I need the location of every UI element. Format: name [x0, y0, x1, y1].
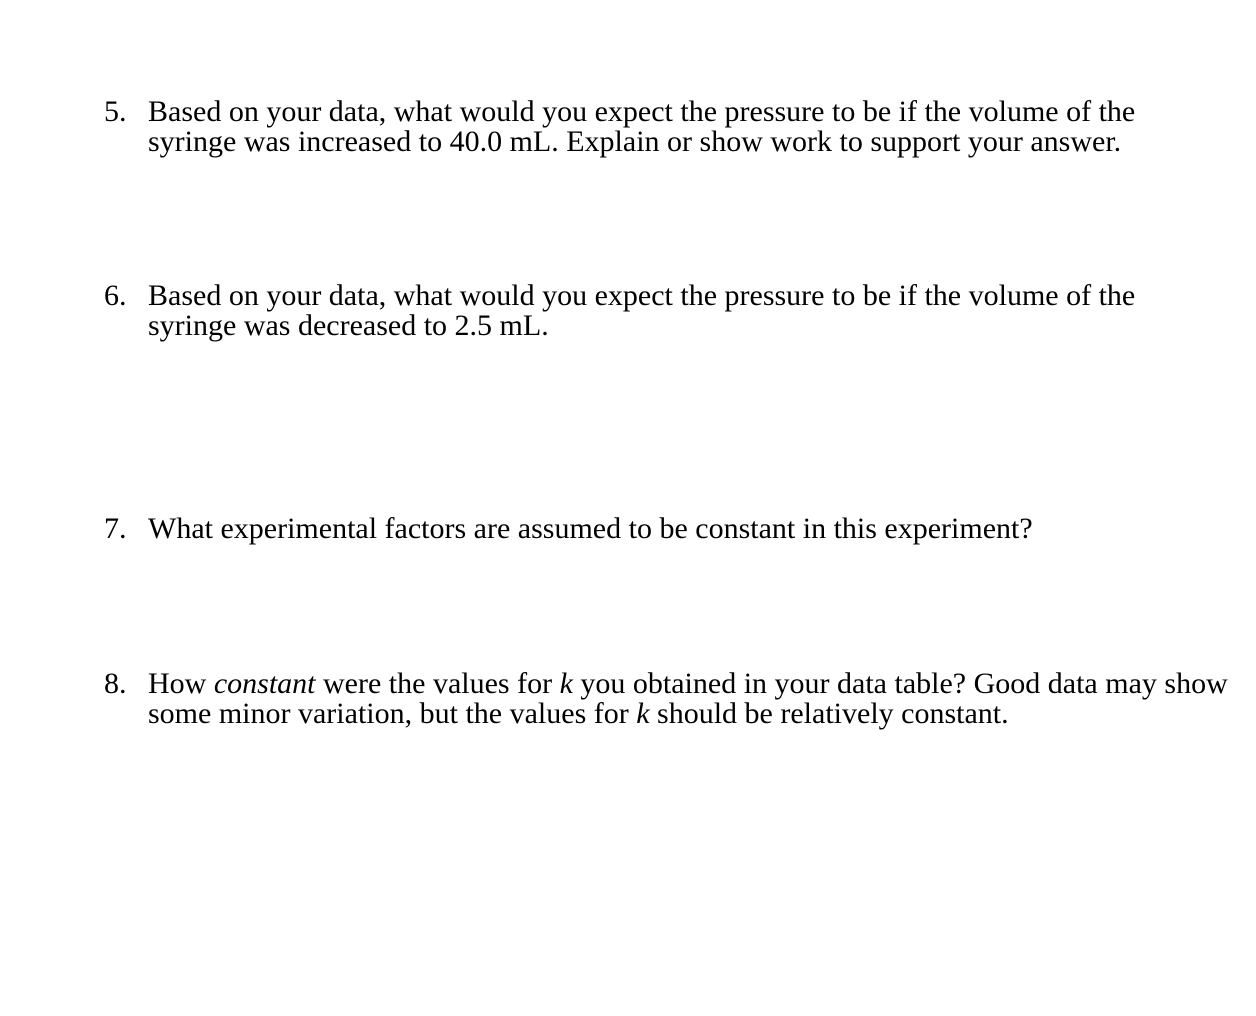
text-segment: should be relatively constant. — [649, 697, 1009, 730]
text-segment: were the values for — [315, 667, 560, 700]
question-text — [148, 97, 1224, 157]
question-5 — [104, 97, 1224, 157]
question-line: syringe was decreased to 2.5 mL. — [148, 309, 549, 342]
text-segment: How — [148, 667, 214, 700]
question-number: 8. — [104, 667, 127, 700]
question-line: What experimental factors are assumed to be constant in this experiment? — [148, 512, 1033, 545]
question-7 — [104, 514, 1224, 544]
question-number: 6. — [104, 279, 127, 312]
question-text — [148, 514, 1224, 544]
question-number: 7. — [104, 512, 127, 545]
variable-k: k — [559, 667, 573, 700]
question-line: syringe was increased to 40.0 mL. Explain or show work to support your answer. — [148, 125, 1122, 158]
emphasis-constant: constant — [213, 667, 316, 700]
question-line: Based on your data, what would you expect the pressure to be if the volume of the — [148, 279, 1136, 312]
variable-k: k — [636, 697, 650, 730]
question-text — [148, 667, 1228, 730]
question-line — [148, 667, 1228, 700]
question-number: 5. — [104, 95, 127, 128]
text-segment: some minor variation, but the values for — [148, 697, 637, 730]
question-8 — [104, 667, 1228, 730]
question-line: Based on your data, what would you expect the pressure to be if the volume of the — [148, 95, 1136, 128]
text-segment: you obtained in your data table? Good data may show — [572, 667, 1228, 700]
question-6 — [104, 281, 1224, 341]
question-line — [148, 699, 1224, 729]
question-text — [148, 281, 1224, 341]
